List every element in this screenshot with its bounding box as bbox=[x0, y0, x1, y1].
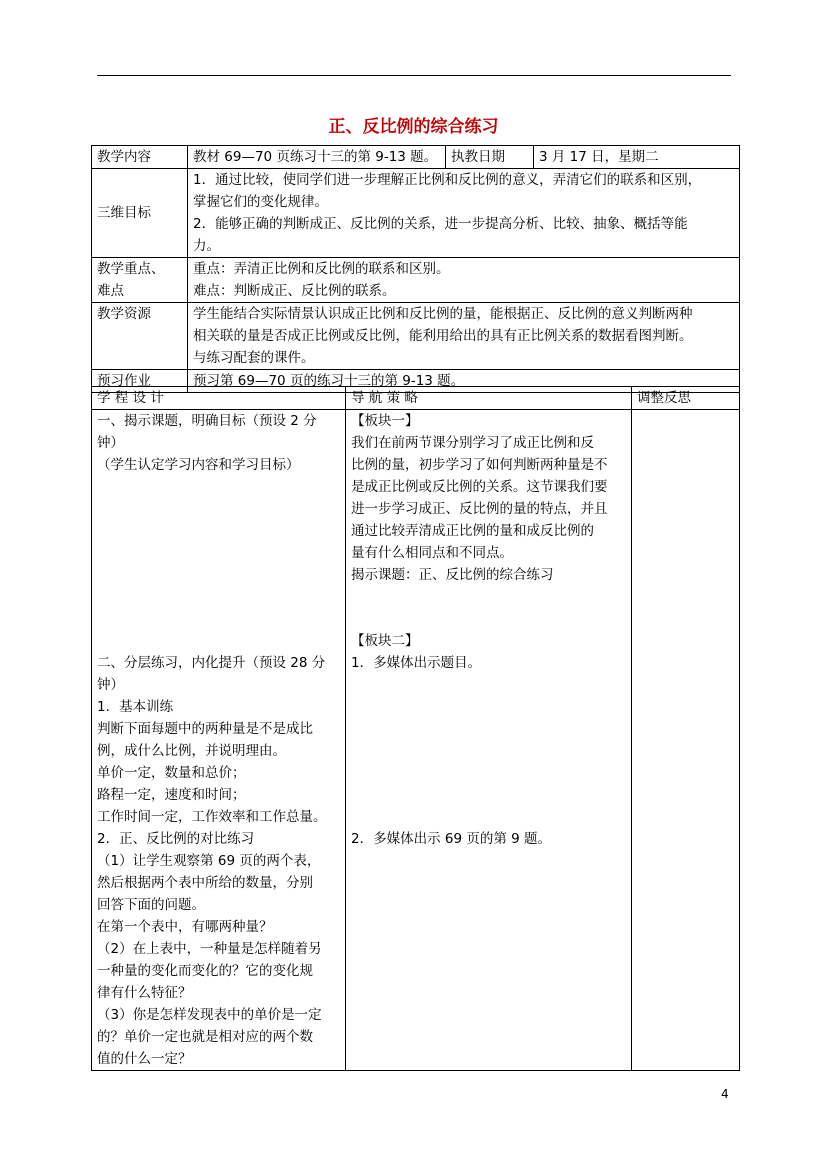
resource-line: 相关联的量是否成正比例或反比例，能利用给出的具有正比例关系的数据看图判断。 bbox=[193, 328, 693, 344]
goals-label: 三维目标 bbox=[92, 169, 188, 258]
cell-line bbox=[351, 608, 626, 630]
goals-line: 1．通过比较，使同学们进一步理解正比例和反比例的意义，弄清它们的联系和区别， bbox=[193, 172, 702, 188]
cell-line: 一种量的变化而变化的？它的变化规 bbox=[97, 963, 313, 979]
cell-line: 的？单价一定也就是相对应的两个数 bbox=[97, 1029, 313, 1045]
cell-line: 回答下面的问题。 bbox=[97, 897, 205, 913]
cell-line: 工作时间一定，工作效率和工作总量。 bbox=[97, 809, 327, 825]
key-line: 难点：判断成正、反比例的联系。 bbox=[193, 283, 396, 299]
info-table bbox=[91, 145, 740, 393]
cell-line bbox=[351, 806, 626, 828]
cell-line: 我们在前两节课分别学习了成正比例和反 bbox=[351, 435, 594, 451]
cell-line bbox=[97, 630, 340, 652]
cell-line bbox=[97, 564, 340, 586]
cell-line bbox=[97, 520, 340, 542]
cell-line: 然后根据两个表中所给的数量，分别 bbox=[97, 875, 313, 891]
cell-line bbox=[351, 762, 626, 784]
cell-line bbox=[351, 674, 626, 696]
goals-line: 力。 bbox=[193, 238, 220, 254]
process-table bbox=[91, 386, 740, 1071]
cell-line bbox=[97, 608, 340, 630]
key-line: 重点：弄清正比例和反比例的联系和区别。 bbox=[193, 261, 450, 277]
header-reflection: 调整反思 bbox=[632, 387, 740, 410]
header-strategy: 导 航 策 略 bbox=[346, 387, 632, 410]
date-value: 3 月 17 日，星期二 bbox=[534, 146, 740, 169]
cell-line: （1）让学生观察第 69 页的两个表， bbox=[97, 853, 321, 869]
cell-line bbox=[97, 586, 340, 608]
preview-value: 预习第 69—70 页的练习十三的第 9-13 题。 bbox=[188, 370, 740, 393]
key-label-line: 教学重点、 bbox=[97, 261, 165, 277]
cell-line: 通过比较弄清成正比例的量和成反比例的 bbox=[351, 523, 594, 539]
cell-line: 钟） bbox=[97, 435, 124, 451]
cell-line: 在第一个表中，有哪两种量？ bbox=[97, 919, 273, 935]
content-label: 教学内容 bbox=[92, 146, 188, 169]
cell-line: 是成正比例或反比例的关系。这节课我们要 bbox=[351, 479, 608, 495]
resource-label: 教学资源 bbox=[92, 303, 188, 370]
cell-line: （3）你是怎样发现表中的单价是一定 bbox=[97, 1007, 322, 1023]
cell-line: 进一步学习成正、反比例的量的特点，并且 bbox=[351, 501, 608, 517]
goals-line: 掌握它们的变化规律。 bbox=[193, 194, 328, 210]
date-label: 执教日期 bbox=[446, 146, 534, 169]
cell-line: 二、分层练习，内化提升（预设 28 分 bbox=[97, 655, 326, 671]
key-label bbox=[92, 258, 188, 303]
cell-line: 比例的量，初步学习了如何判断两种量是不 bbox=[351, 457, 608, 473]
resource-line: 学生能结合实际情景认识成正比例和反比例的量，能根据正、反比例的意义判断两种 bbox=[193, 306, 693, 322]
cell-line bbox=[351, 784, 626, 806]
key-cell bbox=[188, 258, 740, 303]
cell-line: （学生认定学习内容和学习目标） bbox=[97, 457, 300, 473]
cell-line: 1．多媒体出示题目。 bbox=[351, 655, 482, 671]
cell-line: 单价一定，数量和总价； bbox=[97, 765, 246, 781]
cell-line: 揭示课题：正、反比例的综合练习 bbox=[351, 567, 554, 583]
cell-line: 1．基本训练 bbox=[97, 699, 174, 715]
cell-line bbox=[351, 586, 626, 608]
cell-line: 2．正、反比例的对比练习 bbox=[97, 831, 255, 847]
goals-line: 2．能够正确的判断成正、反比例的关系，进一步提高分析、比较、抽象、概括等能 bbox=[193, 216, 688, 232]
header-design: 学 程 设 计 bbox=[92, 387, 346, 410]
content-value: 教材 69—70 页练习十三的第 9-13 题。 bbox=[188, 146, 446, 169]
preview-label: 预习作业 bbox=[92, 370, 188, 393]
header-rule bbox=[97, 75, 731, 76]
key-label-line: 难点 bbox=[97, 283, 124, 299]
cell-line: 判断下面每题中的两种量是不是成比 bbox=[97, 721, 313, 737]
cell-line: 值的什么一定？ bbox=[97, 1051, 192, 1067]
cell-line: 律有什么特征？ bbox=[97, 985, 192, 1001]
cell-line: （2）在上表中，一种量是怎样随着另 bbox=[97, 941, 322, 957]
cell-line bbox=[97, 476, 340, 498]
design-cell bbox=[92, 410, 346, 1071]
resource-line: 与练习配套的课件。 bbox=[193, 350, 315, 366]
cell-line bbox=[97, 542, 340, 564]
cell-line bbox=[351, 740, 626, 762]
cell-line: 2．多媒体出示 69 页的第 9 题。 bbox=[351, 831, 552, 847]
cell-line: 【板块一】 bbox=[351, 413, 419, 429]
page-number: 4 bbox=[721, 1087, 729, 1101]
reflection-cell bbox=[632, 410, 740, 1071]
cell-line: 钟） bbox=[97, 677, 124, 693]
cell-line: 量有什么相同点和不同点。 bbox=[351, 545, 513, 561]
cell-line: 一、揭示课题，明确目标（预设 2 分 bbox=[97, 413, 317, 429]
cell-line: 路程一定，速度和时间； bbox=[97, 787, 246, 803]
cell-line: 例，成什么比例，并说明理由。 bbox=[97, 743, 286, 759]
cell-line bbox=[351, 718, 626, 740]
page-title: 正、反比例的综合练习 bbox=[328, 117, 499, 137]
goals-cell bbox=[188, 169, 740, 258]
cell-line bbox=[97, 498, 340, 520]
strategy-cell bbox=[346, 410, 632, 1071]
cell-line: 【板块二】 bbox=[351, 633, 419, 649]
resource-cell bbox=[188, 303, 740, 370]
cell-line bbox=[351, 696, 626, 718]
